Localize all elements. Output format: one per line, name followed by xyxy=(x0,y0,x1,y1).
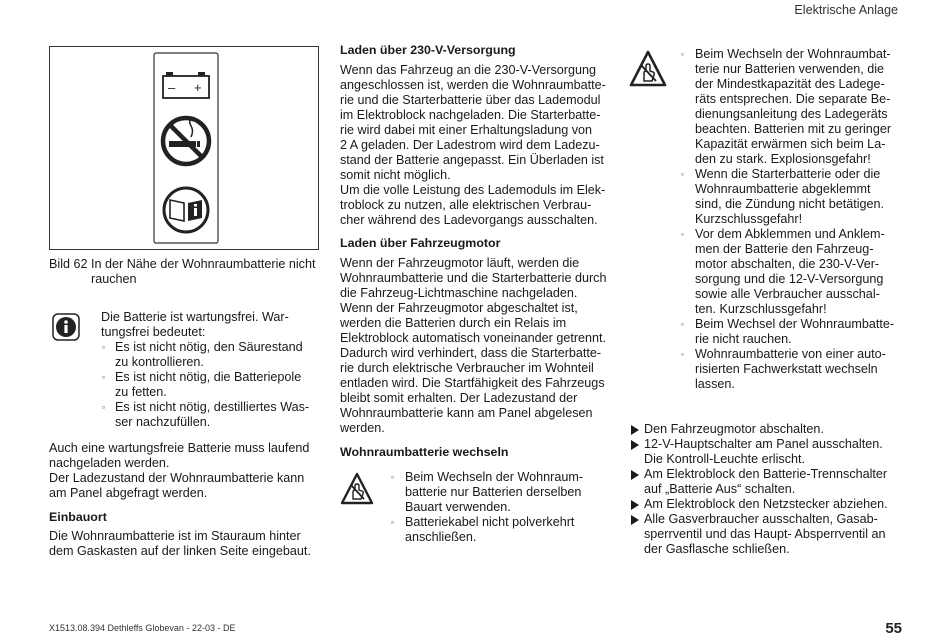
page-number: 55 xyxy=(885,620,902,637)
list-item-line: Kapazität erwärmen sich beim La- xyxy=(695,137,886,151)
bullet-icon: ▫ xyxy=(681,50,684,59)
bullet-icon: ▫ xyxy=(391,473,394,482)
paragraph-line: bleibt somit erhalten. Der Ladezustand der xyxy=(340,391,578,405)
figure-caption-line: rauchen xyxy=(91,272,137,286)
warning-bullet xyxy=(681,317,911,347)
list-item-line: Wohnraumbatterie von einer auto- xyxy=(695,347,886,361)
list-item-line: beachten. Batterien mit zu geringer xyxy=(695,122,892,136)
info-bullet xyxy=(101,400,321,430)
procedure-steps xyxy=(630,422,900,557)
heading-laden-230v: Laden über 230-V-Versorgung xyxy=(340,43,516,57)
step-item xyxy=(630,437,900,467)
warning-bullets xyxy=(681,47,911,392)
step-item xyxy=(630,497,900,512)
list-item-line: Wenn die Starterbatterie oder die xyxy=(695,167,881,181)
step-arrow-icon xyxy=(631,425,639,435)
step-line: Die Kontroll-Leuchte erlischt. xyxy=(644,452,805,466)
info-bullet xyxy=(101,340,321,370)
list-item-line: ser nachzufüllen. xyxy=(115,415,211,429)
list-item-line: Es ist nicht nötig, den Säurestand xyxy=(115,340,303,354)
step-item xyxy=(630,422,900,437)
paragraph-line: entladen wird. Die Startfähigkeit des Fahrzeugs xyxy=(340,376,605,390)
warning-icon xyxy=(340,472,374,511)
info-note xyxy=(101,310,321,430)
paragraph-line: rie wird dabei mit einer Erhaltungsladung von xyxy=(340,123,593,137)
paragraph-line: werden die Batterien durch ein Relais im xyxy=(340,316,567,330)
paragraph-line: am Panel abgefragt werden. xyxy=(49,486,208,500)
einbauort-text xyxy=(49,529,334,559)
list-item-line: sowie alle Verbraucher ausschal- xyxy=(695,287,880,301)
heading-laden-motor: Laden über Fahrzeugmotor xyxy=(340,236,501,250)
list-item-line: sind, die Zündung nicht betätigen. xyxy=(695,197,885,211)
list-item-line: risierten Fachwerkstatt wechseln xyxy=(695,362,878,376)
paragraph-line: Wenn der Fahrzeugmotor abgeschaltet ist, xyxy=(340,301,578,315)
paragraph-line: rie und die Starterbatterie über das Lademodul xyxy=(340,93,601,107)
list-item-line: dienungsanleitung des Ladegeräts xyxy=(695,107,888,121)
bullet-icon: ▫ xyxy=(102,403,105,412)
list-item-line: lassen. xyxy=(695,377,735,391)
bullet-icon: ▫ xyxy=(681,320,684,329)
paragraph-line: rie durch elektrische Verbraucher im Wohnteil xyxy=(340,361,594,375)
step-arrow-icon xyxy=(631,470,639,480)
bullet-icon: ▫ xyxy=(681,350,684,359)
paragraph-line: im Elektroblock nachgeladen. Die Starterbatte- xyxy=(340,108,601,122)
list-item-line: Bauart verwenden. xyxy=(405,500,511,514)
warning-bullet xyxy=(681,47,911,167)
list-item-line: Es ist nicht nötig, die Batteriepole xyxy=(115,370,302,384)
step-arrow-icon xyxy=(631,440,639,450)
info-note-line: tungsfrei bedeutet: xyxy=(101,325,206,339)
battery-plus-label: + xyxy=(194,80,202,95)
list-item-line: Beim Wechseln der Wohnraum- xyxy=(405,470,584,484)
list-item-line: der Mindestkapazität des Ladege- xyxy=(695,77,885,91)
figure-illustration xyxy=(50,47,318,249)
list-item-line: batterie nur Batterien derselben xyxy=(405,485,582,499)
warning-icon xyxy=(629,50,667,93)
paragraph-line: Wohnraumbatterie kann am Panel abgelesen xyxy=(340,406,593,420)
paragraph-line: Wenn der Fahrzeugmotor läuft, werden die xyxy=(340,256,580,270)
figure-caption-line: Bild 62 In der Nähe der Wohnraumbatterie nicht xyxy=(49,257,316,271)
step-line: Am Elektroblock den Netzstecker abziehen. xyxy=(644,497,888,511)
figure-no-smoking xyxy=(49,46,319,250)
laden-230v-text xyxy=(340,63,620,228)
paragraph-line: stand der Batterie angepasst. Ein Überladen ist xyxy=(340,153,604,167)
list-item-line: Vor dem Abklemmen und Anklem- xyxy=(695,227,885,241)
paragraph-line: Auch eine wartungsfreie Batterie muss laufend xyxy=(49,441,310,455)
step-line: Am Elektroblock den Batterie-Trennschalter xyxy=(644,467,888,481)
bullet-icon: ▫ xyxy=(102,343,105,352)
warning-bullet xyxy=(681,227,911,317)
section-title: Elektrische Anlage xyxy=(794,3,898,17)
step-item xyxy=(630,467,900,497)
list-item-line: den zu stark. Explosionsgefahr! xyxy=(695,152,871,166)
step-arrow-icon xyxy=(631,500,639,510)
list-item-line: zu fetten. xyxy=(115,385,167,399)
list-item-line: Wohnraumbatterie abgeklemmt xyxy=(695,182,871,196)
laden-motor-text xyxy=(340,256,625,436)
step-line: Den Fahrzeugmotor abschalten. xyxy=(644,422,824,436)
list-item-line: terie nur Batterien verwenden, die xyxy=(695,62,885,76)
info-icon xyxy=(52,313,80,346)
paragraph-line: somit nicht möglich. xyxy=(340,168,451,182)
list-item-line: motor abschalten, die 230-V-Ver- xyxy=(695,257,880,271)
step-line: sperrventil und das Haupt- Absperrventil an xyxy=(644,527,886,541)
paragraph-line: die Fahrzeug-Lichtmaschine nachgeladen. xyxy=(340,286,578,300)
paragraph-line: cher während des Ladevorgangs ausschalten. xyxy=(340,213,598,227)
list-item-line: Batteriekabel nicht polverkehrt xyxy=(405,515,575,529)
paragraph-line: Um die volle Leistung des Lademoduls im Elek- xyxy=(340,183,606,197)
step-line: der Gasflasche schließen. xyxy=(644,542,790,556)
list-item-line: räts entsprechen. Die separate Be- xyxy=(695,92,891,106)
wechseln-bullets xyxy=(391,470,621,545)
battery-minus-label: – xyxy=(168,80,176,95)
paragraph-line: werden. xyxy=(340,421,385,435)
warning-bullet xyxy=(391,470,621,515)
list-item-line: men der Batterie den Fahrzeug- xyxy=(695,242,874,256)
footer-doc-id: X1513.08.394 Dethleffs Globevan - 22-03 - DE xyxy=(49,623,236,633)
paragraph-line: Dadurch wird verhindert, dass die Starterbatte- xyxy=(340,346,602,360)
maintenance-paragraph xyxy=(49,441,329,501)
paragraph-line: dem Gaskasten auf der linken Seite eingebaut. xyxy=(49,544,311,558)
step-arrow-icon xyxy=(631,515,639,525)
list-item-line: Es ist nicht nötig, destilliertes Was- xyxy=(115,400,310,414)
paragraph-line: Wohnraumbatterie und die Starterbatterie durch xyxy=(340,271,607,285)
list-item-line: Beim Wechseln der Wohnraumbat- xyxy=(695,47,891,61)
heading-einbauort: Einbauort xyxy=(49,510,107,524)
warning-bullet xyxy=(681,167,911,227)
bullet-icon: ▫ xyxy=(681,230,684,239)
bullet-icon: ▫ xyxy=(391,518,394,527)
bullet-icon: ▫ xyxy=(681,170,684,179)
paragraph-line: 2 A geladen. Der Ladestrom wird dem Ladezu- xyxy=(340,138,600,152)
list-item-line: zu kontrollieren. xyxy=(115,355,204,369)
step-line: 12-V-Hauptschalter am Panel ausschalten. xyxy=(644,437,883,451)
paragraph-line: troblock zu nutzen, alle elektrischen Verbrau- xyxy=(340,198,592,212)
step-line: Alle Gasverbraucher ausschalten, Gasab- xyxy=(644,512,878,526)
list-item-line: anschließen. xyxy=(405,530,477,544)
info-bullet xyxy=(101,370,321,400)
list-item-line: Kurzschlussgefahr! xyxy=(695,212,803,226)
paragraph-line: Elektroblock automatisch voneinander getrennt. xyxy=(340,331,607,345)
paragraph-line: Der Ladezustand der Wohnraumbatterie kann xyxy=(49,471,305,485)
heading-wechseln: Wohnraumbatterie wechseln xyxy=(340,445,509,459)
list-item-line: sorgung und die 12-V-Versorgung xyxy=(695,272,884,286)
paragraph-line: Die Wohnraumbatterie ist im Stauraum hinter xyxy=(49,529,301,543)
warning-bullet xyxy=(681,347,911,392)
figure-caption xyxy=(49,257,329,287)
list-item-line: Beim Wechsel der Wohnraumbatte- xyxy=(695,317,895,331)
bullet-icon: ▫ xyxy=(102,373,105,382)
paragraph-line: Wenn das Fahrzeug an die 230-V-Versorgung xyxy=(340,63,597,77)
warning-bullet xyxy=(391,515,621,545)
step-item xyxy=(630,512,900,557)
list-item-line: ten. Kurzschlussgefahr! xyxy=(695,302,827,316)
paragraph-line: angeschlossen ist, werden die Wohnraumbatte- xyxy=(340,78,606,92)
step-line: auf „Batterie Aus“ schalten. xyxy=(644,482,796,496)
info-note-line: Die Batterie ist wartungsfrei. War- xyxy=(101,310,289,324)
paragraph-line: nachgeladen werden. xyxy=(49,456,170,470)
list-item-line: rie nicht rauchen. xyxy=(695,332,792,346)
